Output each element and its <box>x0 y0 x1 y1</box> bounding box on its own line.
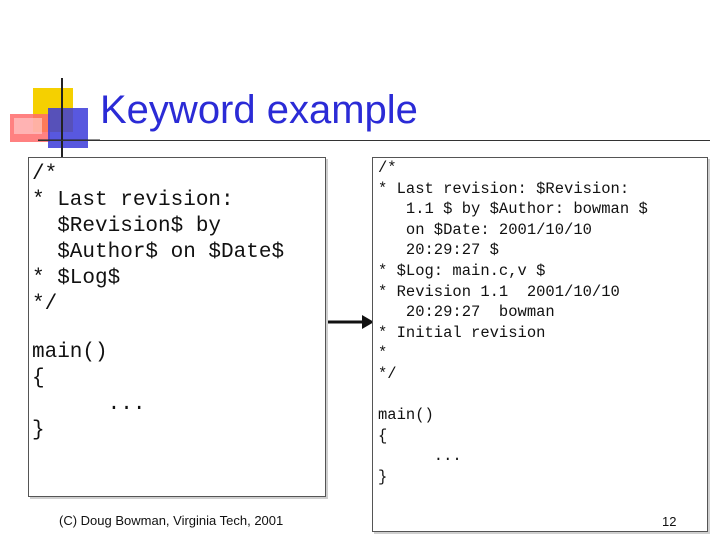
source-code-box <box>28 157 326 497</box>
expansion-arrow <box>326 312 376 332</box>
title-underline <box>38 140 710 141</box>
logo-red-highlight <box>14 118 42 134</box>
source-code <box>32 162 284 444</box>
slide-footer: (C) Doug Bowman, Virginia Tech, 2001 <box>59 513 284 528</box>
source-code-comment: /* * Last revision: $Revision$ by $Author$ on $Date$ * $Log$ */ <box>32 163 285 316</box>
source-code-main: main() { ... } <box>32 341 146 442</box>
expanded-code: /* * Last revision: $Revision: 1.1 $ by $Author: bowman $ on $Date: 2001/10/10 20:29:27 $ * $Log: main.c,v $ * Revision 1.1 2001/10/10 20:29:27 bowman * Initial revision * */ main() { ... } <box>378 159 648 486</box>
slide-logo-decoration <box>0 0 100 170</box>
expanded-code-box <box>372 157 708 532</box>
page-number: 12 <box>662 514 677 529</box>
logo-blue-square <box>48 108 88 148</box>
slide-title: Keyword example <box>100 88 418 132</box>
